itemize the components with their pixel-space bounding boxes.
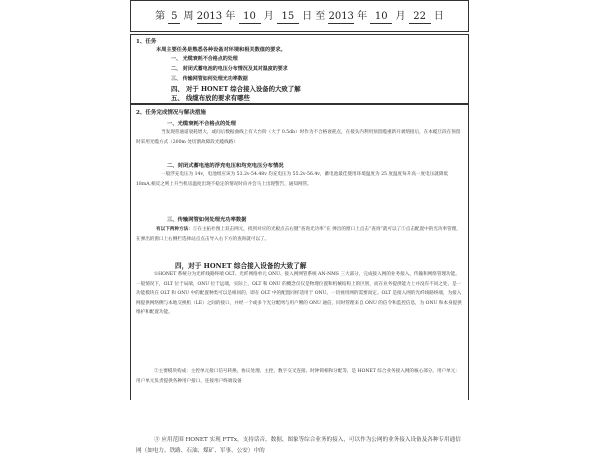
task-item: 一、 光缆衰耗不合格点的处理	[171, 56, 238, 62]
end-year-label: 年	[357, 11, 368, 22]
end-year: 2013	[328, 11, 354, 22]
section-2-text: 一般浮充电压为 14v，电池组应该为 53.2v-54.48v 均充电压为 55.2v-56.4v，蓄电池最佳使用环境温度为 25 度温度每升高一度电压就降低 18mA,相反之则上升当机房温度出现不稳定的情况时向并会马上出现警告，通知网管。	[136, 172, 449, 187]
week-suffix: 周	[183, 11, 194, 22]
section-1-title: 一、光缆衰耗不合格点的处理	[167, 121, 236, 127]
start-day-label: 日	[302, 11, 313, 22]
section-4-text-2: ②主要模块构成：主控单元接口信号转换、协议处理、主控、数字交叉连接、时钟锁相和分配等，是 HONET 综合业务接入网的核心部分。用户单元：用户单元负责提供各种用户接口，连接用户终端设备	[136, 369, 460, 384]
start-year: 2013	[196, 11, 223, 22]
tasks-intro: 本周主要任务是熟悉各种设备对环境和相关数值的要求。	[156, 47, 286, 53]
week-prefix: 第	[155, 11, 166, 22]
start-month-label: 月	[263, 11, 274, 22]
end-day: 22	[409, 11, 431, 24]
section-3-title: 三、传输网管如何处理光功率数据	[167, 217, 247, 223]
end-month: 10	[370, 11, 392, 24]
task-item: 四、 对于 HONET 综合接入设备的大致了解	[171, 85, 301, 93]
section-4-title: 四，对于 HONET 综合接入设备的大致了解	[175, 262, 307, 270]
section-1-text: 当发现普通道衰耗增大，或问后数据曲线上有大台阶（大于 0.5db）时作为不合格衰耗点，在接头内利用预留缆重新开剥熔接后，在本缆旦段在预留时采用光缆方式（200m 处切割故障段光缆线路）	[136, 130, 461, 145]
section-3-lead: 有以下两种方法：	[156, 227, 193, 232]
start-month: 10	[239, 11, 261, 24]
report-section	[130, 104, 469, 454]
end-day-label: 日	[433, 11, 444, 22]
tasks-heading: 1、任务	[136, 39, 157, 45]
section-4-text-3: ③ 应用范围 HONET 实现 FTTx，支持话音、数据、图象等综合业务的接入，可以作为公网的业务接入设备及各种专用通信网（如电力、铁路、石油、煤矿、军事、公安）中的	[136, 437, 461, 454]
section-3-body: ①在主拓扑图上双击网元，找到对应的光板点击右键“查询光功率”在 弹出的窗口上点击“查询”就可以了②点击配置中的光功率管理，在弹出的窗口上右侧栏选择站点点击导入右下方的查询就可以了。	[136, 227, 461, 242]
weekly-report-page	[130, 0, 470, 454]
task-item: 五、 线缆布放的要求有哪些	[171, 94, 250, 102]
task-item: 三、 传输网管如何处理光功率数据	[171, 76, 248, 82]
section-3-text	[136, 225, 464, 244]
start-year-label: 年	[225, 11, 236, 22]
task-item: 二、 封闭式蓄电池的电压分布情况及其对温度的要求	[171, 66, 288, 72]
tasks-section	[130, 34, 469, 104]
report-heading: 2、任务完成情况与解决措施	[136, 110, 206, 116]
section-2-title: 二、封闭式蓄电池的浮充电压和均充电压分布情况	[167, 163, 284, 169]
to-label: 至	[315, 11, 326, 22]
end-month-label: 月	[395, 11, 406, 22]
section-4-text-1: ①HONET 系统分为光纤线路终端 OLT、光纤网络单元 ONU、接入网网管系统 AN-NMS 三大部分，完成接入网的业务接入、传输和网络管理功能。一般情况下，OLT 位于局端，ONU 位于远端，实际上，OLT 和 ONU 的概念仅仅是物理位置和机械结构上的区别，而在业务提供能力上并没有不同之处，是一功能模块在 OLT 和 ONU 中的配置种类可以是相同的，即在 OLT 中的配置同样适用于 ONU。一切视用网的需要而定。OLT 是接入网的光纤线路终端，为接入网提供网络侧与本地交换机（LE）之间的接口，并经一个或多个光分配网与用户侧的 ONU 通信，同时管理来自 ONU 的信令和监控信息，为 ONU 和本身提供维护和配置功能。	[136, 272, 462, 316]
week-number: 5	[168, 11, 180, 24]
report-period-header	[130, 0, 469, 32]
start-day: 15	[277, 11, 299, 24]
